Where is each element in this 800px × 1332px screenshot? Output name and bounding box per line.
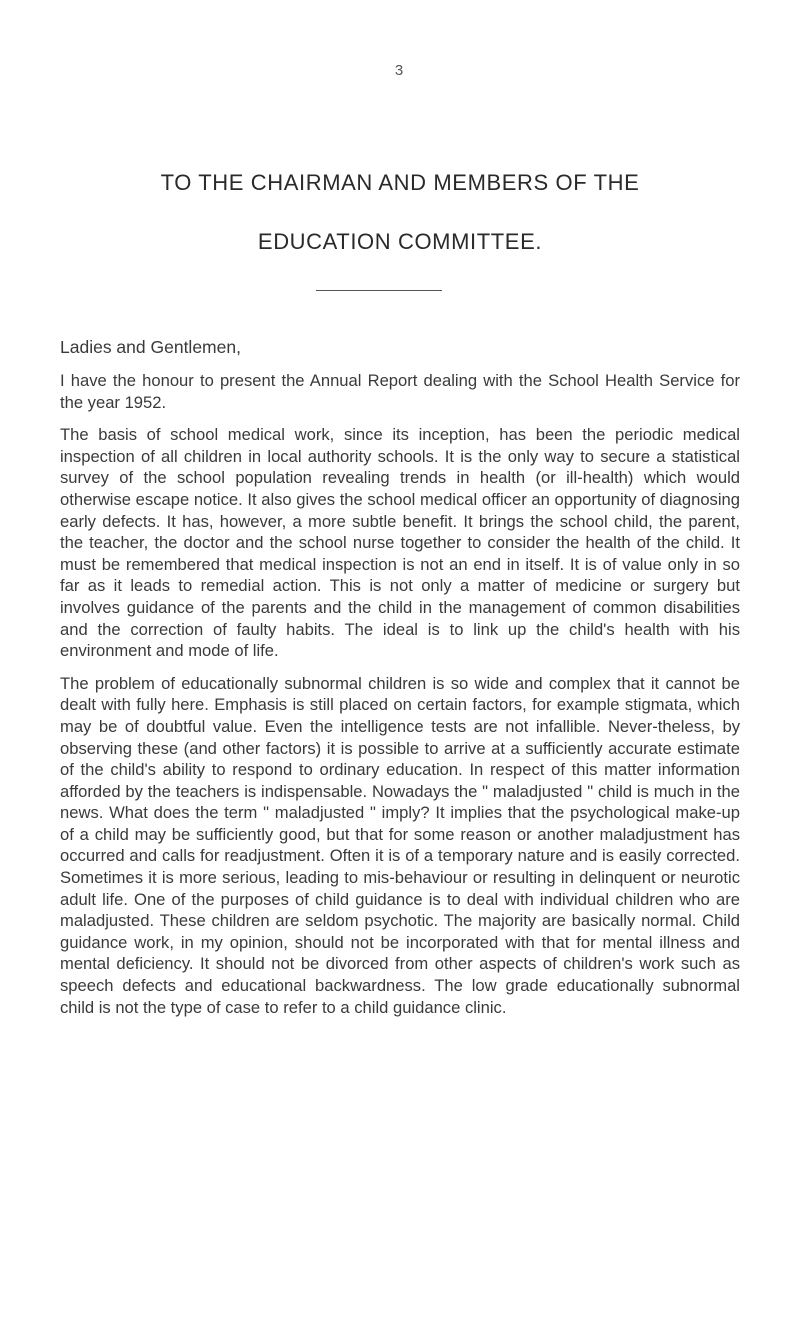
page-number: 3	[394, 62, 404, 79]
address-heading-line-1: TO THE CHAIRMAN AND MEMBERS OF THE	[160, 170, 640, 195]
paragraph-educationally-subnormal: The problem of educationally subnormal children is so wide and complex that it cannot be dealt with fully here. Emphasis is still placed on certain factors, for example stigmata, which may be of doubtful value. Even the intelligence tests are not infallible. Never-theless, by observing these (and other factors) it is possible to arrive at a sufficiently accurate estimate of the child's ability to respond to ordinary education. In respect of this matter information afforded by the teachers is indispensable. Nowadays the " maladjusted " child is much in the news. What does the term " maladjusted " imply? It implies that the psychological make-up of a child may be sufficiently good, but that for some reason or another maladjustment has occurred and calls for readjustment. Often it is of a temporary nature and is easily corrected. Sometimes it is more serious, leading to mis-behaviour or resulting in delinquent or neurotic adult life. One of the purposes of child guidance is to deal with individual children who are maladjusted. These children are seldom psychotic. The majority are basically normal. Child guidance work, in my opinion, should not be incorporated with that for mental illness and mental deficiency. It should not be divorced from other aspects of children's work such as speech defects and educational backwardness. The low grade educationally subnormal child is not the type of case to refer to a child guidance clinic.	[60, 673, 740, 1017]
address-heading-line-2: EDUCATION COMMITTEE.	[257, 229, 543, 254]
paragraph-medical-inspection: The basis of school medical work, since its inception, has been the periodic medical inspection of all children in local authority schools. It is the only way to secure a statistical survey of the school population revealing trends in health (or ill-health) which would otherwise escape notice. It also gives the school medical officer an opportunity of diagnosing early defects. It has, however, a more subtle benefit. It brings the school child, the parent, the teacher, the doctor and the school nurse together to consider the health of the child. It must be remembered that medical inspection is not an end in itself. It is of value only in so far as it leads to remedial action. This is not only a matter of medicine or surgery but involves guidance of the parents and the child in the management of common disabilities and the correction of faulty habits. The ideal is to link up the child's health with his environment and mode of life.	[60, 425, 740, 661]
paragraph-introduction: I have the honour to present the Annual Report dealing with the School Health Service for the year 1952.	[60, 371, 740, 412]
report-body	[60, 370, 740, 1029]
salutation: Ladies and Gentlemen,	[60, 337, 241, 357]
divider-rule	[316, 290, 442, 291]
